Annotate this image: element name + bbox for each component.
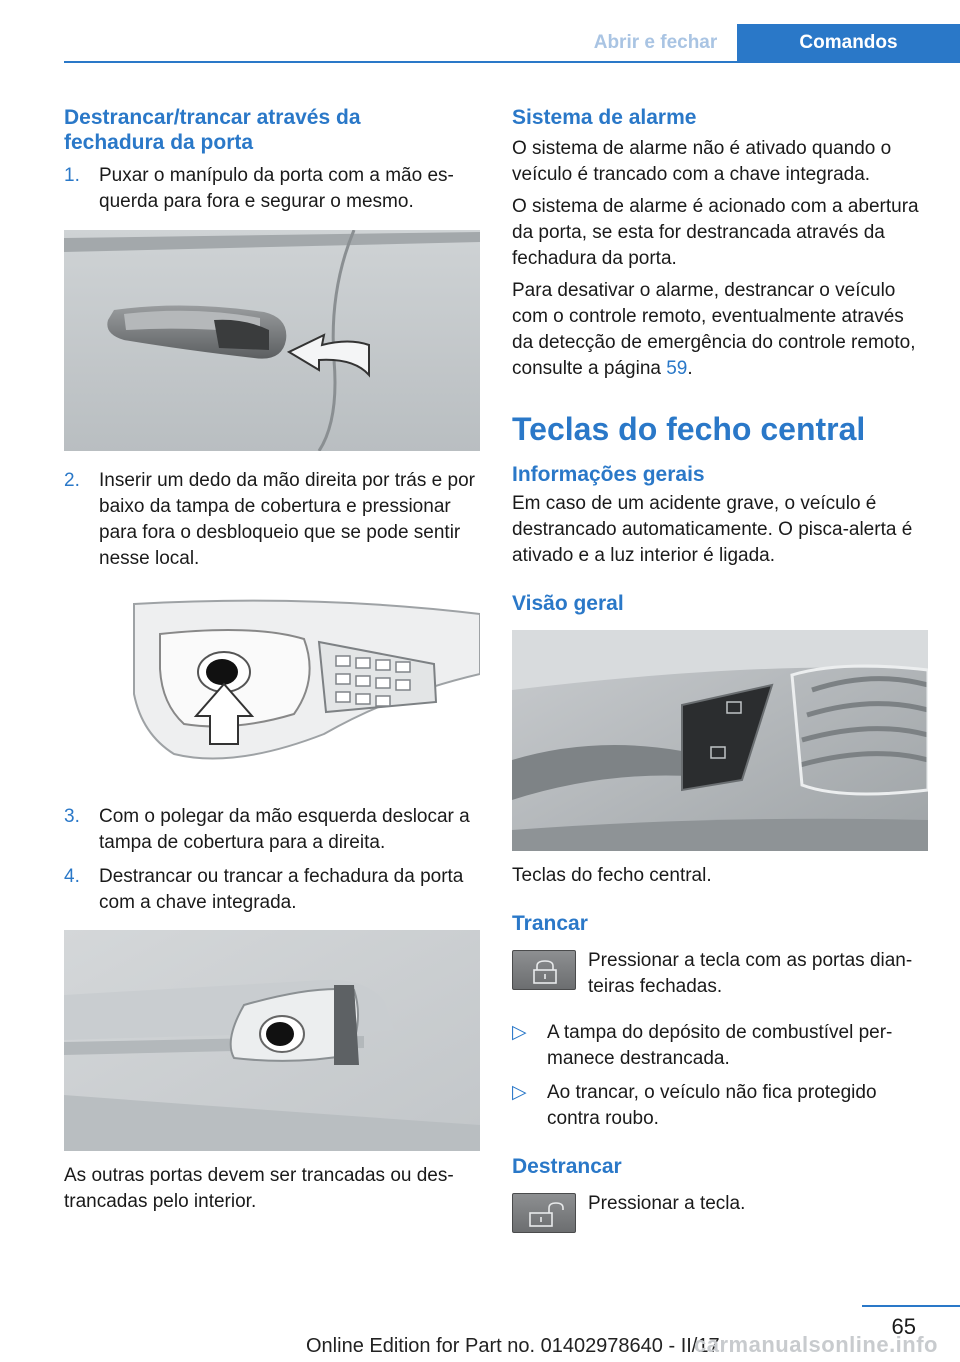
photo-caption: Teclas do fecho central.	[512, 865, 712, 886]
alarm-paragraph-3	[512, 278, 928, 382]
alarm-paragraph-2: O sistema de alarme é acionado com a abertura da porta, se esta for destrancada através da fechadura da porta.	[512, 196, 919, 269]
step-1	[64, 163, 480, 215]
page-number: 65	[891, 1314, 916, 1339]
section-title-central-locking: Teclas do fecho central	[512, 411, 866, 447]
step-text: Puxar o manípulo da porta com a mão esquerda para fora e segurar o mesmo.	[99, 165, 454, 212]
alarm-paragraph-1: O sistema de alarme não é ativado quando o veículo é trancado com a chave integrada.	[512, 138, 892, 185]
lock-open-icon	[513, 1194, 577, 1234]
footer-rule	[862, 1305, 960, 1307]
general-info-paragraph: Em caso de um acidente grave, o veículo é destrancado automaticamente. O pisca-alerta é ativado e a luz interior é ligada.	[512, 493, 913, 566]
lock-bullet-1	[512, 1020, 928, 1072]
step-text: Com o polegar da mão esquerda deslocar a tampa de cobertura para a direita.	[99, 806, 470, 853]
step-text: Destrancar ou trancar a fechadura da porta com a chave integrada.	[99, 866, 464, 913]
bullet-triangle-icon: ▷	[512, 1022, 527, 1043]
tab-comandos[interactable]: Comandos	[737, 24, 960, 62]
step-4	[64, 864, 480, 916]
lock-key-button	[512, 950, 576, 990]
lock-text: Pressionar a tecla com as portas dianteiras fechadas.	[588, 950, 913, 997]
unlock-key-button	[512, 1193, 576, 1233]
section-heading-door-lock: Destrancar/trancar através da fechadura da porta	[64, 106, 361, 154]
step-number: 2.	[64, 470, 80, 491]
alarm-heading: Sistema de alarme	[512, 106, 697, 129]
lock-bullet-2	[512, 1080, 928, 1132]
photo-central-locking-buttons	[512, 630, 928, 851]
overview-heading: Visão geral	[512, 592, 624, 615]
step-3	[64, 804, 480, 856]
lock-heading: Trancar	[512, 912, 588, 935]
photo-cover-cap	[64, 594, 480, 794]
step-2	[64, 468, 480, 572]
left-column	[64, 105, 480, 1215]
step-number: 4.	[64, 866, 80, 887]
bullet-triangle-icon: ▷	[512, 1082, 527, 1103]
edition-footer: Online Edition for Part no. 01402978640 - II/17	[306, 1335, 720, 1357]
alarm-paragraph-3-end: .	[687, 358, 693, 379]
closing-note: As outras portas devem ser trancadas ou destrancadas pelo interior.	[64, 1165, 454, 1212]
page-link-59[interactable]: 59	[666, 358, 688, 379]
unlock-text: Pressionar a tecla.	[588, 1193, 746, 1214]
photo-key-in-lock	[64, 930, 480, 1151]
photo-door-handle	[64, 230, 480, 451]
step-number: 1.	[64, 165, 80, 186]
bullet-text: Ao trancar, o veículo não fica protegido contra roubo.	[547, 1082, 877, 1129]
lock-closed-icon	[513, 951, 577, 991]
unlock-heading: Destrancar	[512, 1155, 622, 1178]
general-info-heading: Informações gerais	[512, 463, 705, 486]
watermark: carmanualsonline.info	[694, 1332, 938, 1357]
right-column	[512, 105, 928, 1261]
bullet-text: A tampa do depósito de combustível permanece destrancada.	[547, 1022, 893, 1069]
lock-instruction	[512, 948, 928, 1018]
unlock-instruction	[512, 1191, 928, 1261]
step-number: 3.	[64, 806, 80, 827]
alarm-paragraph-3-text: Para desativar o alarme, destrancar o veículo com o controle remoto, eventualmente através da detecção de emergência do controle remoto, consulte a página	[512, 280, 916, 379]
step-text: Inserir um dedo da mão direita por trás e por baixo da tampa de cobertura e pressionar para fora o desbloqueio que se pode sentir nesse local.	[99, 470, 475, 569]
tab-abrir-e-fechar[interactable]: Abrir e fechar	[593, 32, 718, 53]
